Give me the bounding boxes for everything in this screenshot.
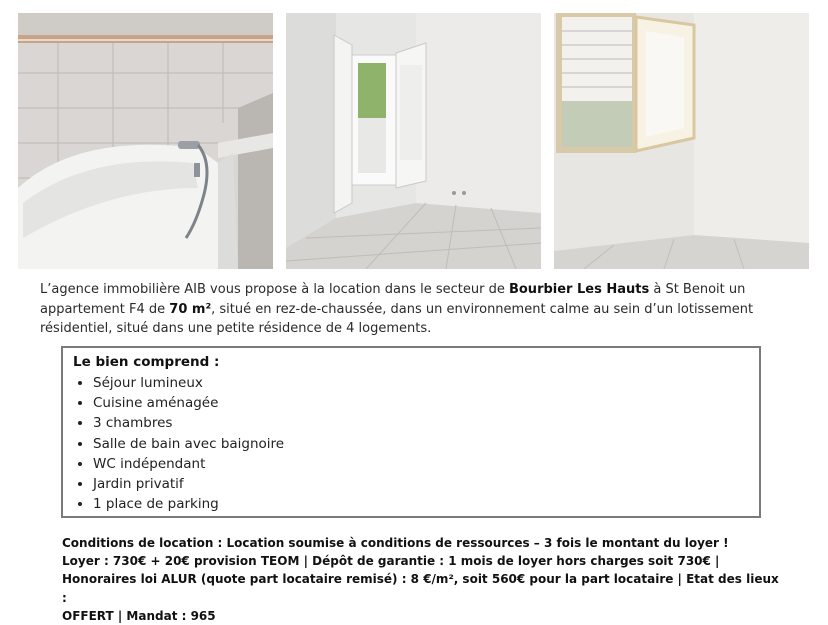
intro-location: Bourbier Les Hauts — [508, 282, 650, 297]
feature-item: • Cuisine aménagée — [93, 393, 749, 413]
feature-item: • Séjour lumineux — [93, 373, 749, 393]
rental-conditions — [62, 534, 782, 625]
features-title: Le bien comprend : — [73, 354, 220, 370]
feature-item: • Salle de bain avec baignoire — [93, 434, 749, 454]
intro-text-1: L’agence immobilière AIB vous propose à la location dans le secteur de — [40, 282, 509, 297]
features-list — [73, 373, 749, 514]
conditions-line: Conditions de location : Location soumise à conditions de ressources – 3 fois le montant du loyer ! — [62, 536, 729, 550]
intro-paragraph — [40, 280, 800, 339]
photo-living-room — [286, 13, 541, 269]
features-box — [61, 346, 761, 518]
conditions-line: OFFERT | Mandat : 965 — [62, 608, 216, 623]
feature-item: • Jardin privatif — [93, 474, 749, 494]
intro-surface: 70 m² — [169, 301, 212, 317]
intro-text-2: à St Benoit un appartement F4 de — [40, 282, 746, 317]
intro-text-3: , situé en rez-de-chaussée, dans un environnement calme au sein d’un lotissement résidentiel, situé dans une petite résidence de 4 logements. — [40, 301, 754, 336]
feature-item: • 3 chambres — [93, 413, 749, 433]
conditions-line: Honoraires loi ALUR (quote part locataire remisé) : 8 €/m², soit 560€ pour la part locataire | Etat des lieux : — [62, 572, 779, 605]
feature-item: • 1 place de parking — [93, 494, 749, 514]
photo-bathroom — [18, 13, 273, 269]
photo-bedroom-window — [554, 13, 809, 269]
conditions-line: Loyer : 730€ + 20€ provision TEOM | Dépôt de garantie : 1 mois de loyer hors charges soit 730€ | — [62, 554, 720, 569]
feature-item: • WC indépendant — [93, 454, 749, 474]
